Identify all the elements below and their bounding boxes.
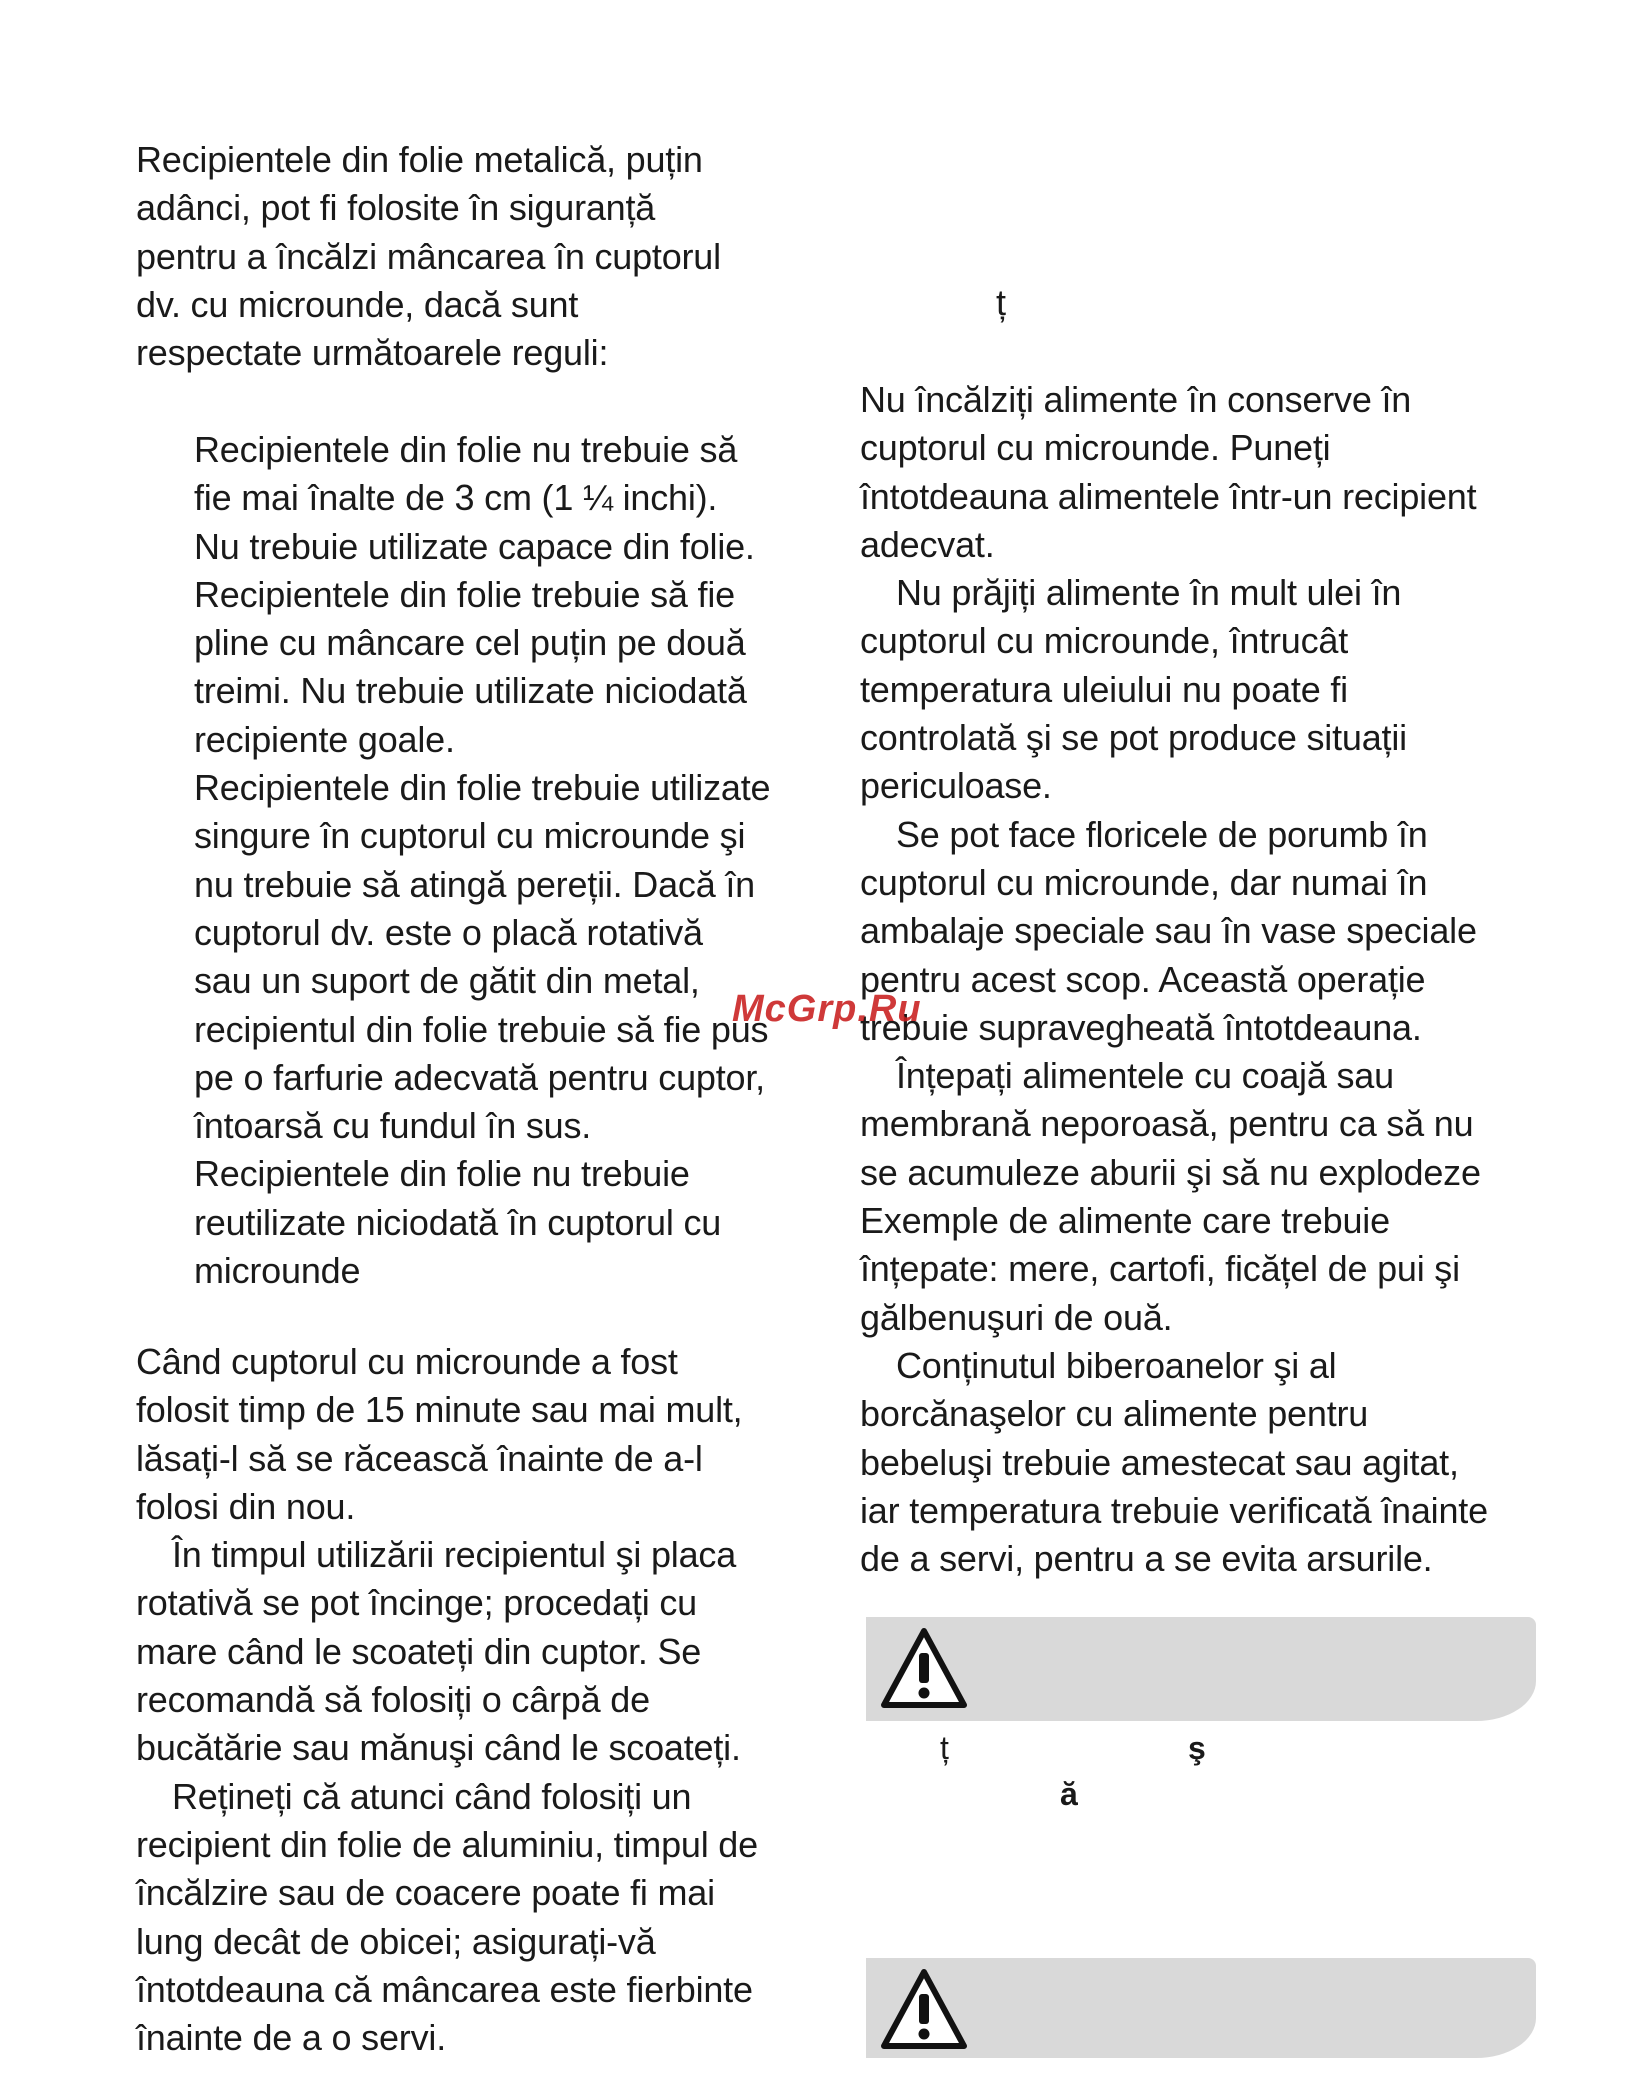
paragraph: Nu încălziți alimente în conserve în cuptorul cu microunde. Puneți întotdeauna alimentele într-un recipient adecvat. (860, 379, 1477, 565)
intro-paragraph: Recipientele din folie metalică, puțin adânci, pot fi folosite în siguranță pentru a încălzi mâncarea în cuptorul dv. cu microunde, dacă sunt respectate următoarele reguli: (136, 139, 721, 374)
stray-character: ț (996, 282, 1007, 323)
right-column (860, 376, 1560, 1583)
list-item: Recipientele din folie nu trebuie să fie mai înalte de 3 cm (1 ¼ inchi). (194, 429, 738, 519)
paragraph: În timpul utilizării recipientul şi placa rotativă se pot încinge; procedați cu mare când le scoateți din cuptor. Se recomandă să folosiți o cârpă de bucătărie sau mănuşi când le scoateți. (136, 1534, 741, 1769)
warning-fragment: ş (1188, 1730, 1206, 1766)
left-column (136, 136, 836, 377)
warning-banner (866, 1958, 1536, 2058)
warning-fragment: ț (940, 1730, 949, 1766)
warning-fragment: ă (1060, 1776, 1078, 1812)
list-item: Nu trebuie utilizate capace din folie. (194, 525, 755, 567)
warning-triangle-icon (878, 1966, 970, 2052)
list-item: Recipientele din folie trebuie să fie pline cu mâncare cel puțin pe două treimi. Nu trebuie utilizate niciodată recipiente goale. (194, 573, 747, 760)
left-column-lower (136, 1338, 856, 2062)
paragraph: Se pot face floricele de porumb în cuptorul cu microunde, dar numai în ambalaje speciale sau în vase speciale pentru acest scop. Această operație trebuie supravegheată întotdeauna. (860, 813, 1477, 1048)
paragraph: Când cuptorul cu microunde a fost folosit timp de 15 minute sau mai mult, lăsați-l să se răcească înainte de a-l folosi din nou. (136, 1341, 743, 1527)
rules-list (194, 426, 854, 1295)
warning-triangle-icon (878, 1625, 970, 1711)
paragraph: Nu prăjiți alimente în mult ulei în cuptorul cu microunde, întrucât temperatura uleiului nu poate fi controlată şi se pot produce situații periculoase. (860, 572, 1407, 807)
paragraph: Înțepați alimentele cu coajă sau membrană neporoasă, pentru ca să nu se acumuleze aburii şi să nu explodeze Exemple de alimente care trebuie înțepate: mere, cartofi, ficățel de pui şi gălbenuşuri de ouă. (860, 1055, 1481, 1338)
list-item: Recipientele din folie nu trebuie reutilizate niciodată în cuptorul cu microunde (194, 1153, 722, 1292)
list-item: Recipientele din folie trebuie utilizate singure în cuptorul cu microunde şi nu trebuie să atingă pereții. Dacă în cuptorul dv. este o placă rotativă sau un suport de gătit din metal, recipientul din folie trebuie să fie pus pe o farfurie adecvată pentru cuptor, întoarsă cu fundul în sus. (194, 767, 771, 1147)
watermark: McGrp.Ru (732, 988, 922, 1030)
paragraph: Conținutul biberoanelor şi al borcănaşelor cu alimente pentru bebeluşi trebuie amestecat sau agitat, iar temperatura trebuie verificată înainte de a servi, pentru a se evita arsurile. (860, 1344, 1488, 1580)
warning-banner (866, 1617, 1536, 1721)
paragraph: Rețineți că atunci când folosiți un recipient din folie de aluminiu, timpul de încălzire sau de coacere poate fi mai lung decât de obicei; asigurați-vă întotdeauna că mâncarea este fierbinte înainte de a o servi. (136, 1775, 758, 2059)
